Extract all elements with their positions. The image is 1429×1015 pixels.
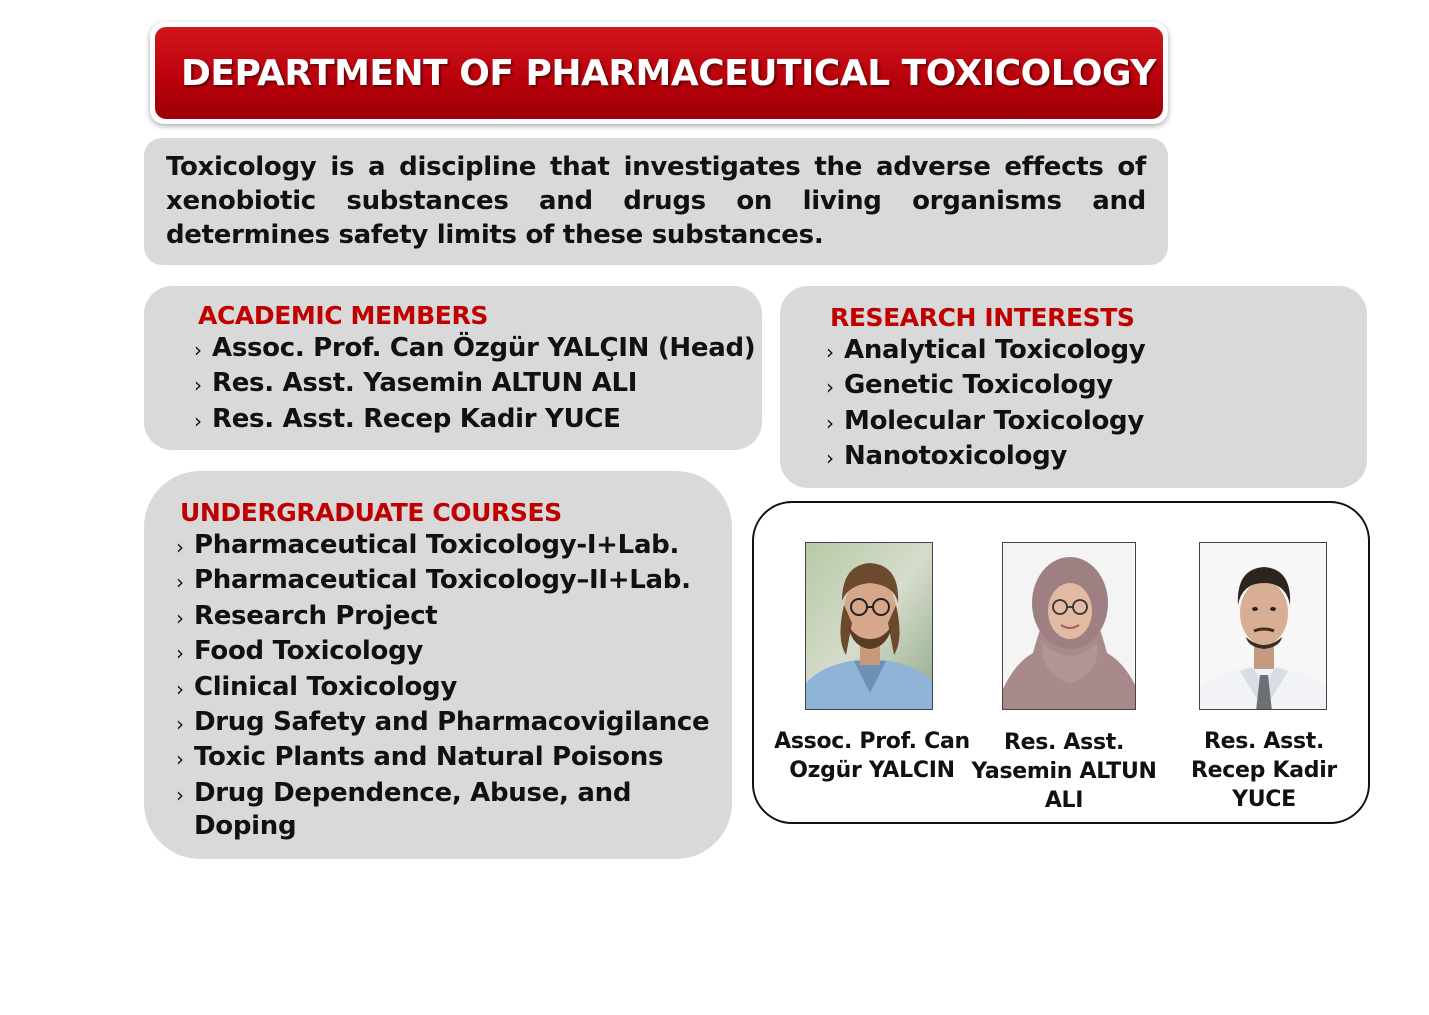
staff-caption-1: Assoc. Prof. Can Ozgür YALCIN [774, 729, 970, 783]
person-photo-icon [806, 543, 933, 710]
bullet-icon: › [176, 747, 184, 772]
bullet-icon: › [176, 570, 184, 595]
bullet-icon: › [194, 338, 202, 362]
undergraduate-courses-heading: UNDERGRADUATE COURSES [180, 498, 562, 527]
research-interests-box [780, 286, 1367, 488]
list-item: › Drug Dependence, Abuse, and Doping [176, 777, 712, 844]
bullet-icon: › [826, 446, 834, 471]
list-item: › Molecular Toxicology [826, 405, 1367, 440]
list-item: › Analytical Toxicology [826, 334, 1367, 369]
title-bar [155, 27, 1163, 119]
list-item: › Clinical Toxicology [176, 671, 712, 706]
bullet-icon: › [176, 641, 184, 666]
person-photo-icon [1200, 543, 1327, 710]
academic-members-heading: ACADEMIC MEMBERS [198, 301, 488, 330]
staff-photos-panel [752, 501, 1370, 824]
bullet-icon: › [194, 373, 202, 398]
bullet-icon: › [194, 408, 202, 433]
bullet-icon: › [176, 605, 184, 630]
staff-photo-1 [805, 542, 933, 710]
intro-box [144, 138, 1168, 265]
list-item: › Nanotoxicology [826, 440, 1367, 475]
person-photo-icon [1003, 543, 1136, 710]
list-item: › Pharmaceutical Toxicology–II+Lab. [176, 564, 712, 599]
title-banner [150, 22, 1168, 124]
bullet-icon: › [826, 410, 834, 435]
academic-members-box [144, 286, 762, 450]
list-item: › Genetic Toxicology [826, 369, 1367, 404]
bullet-icon: › [826, 375, 834, 400]
staff-caption-2: Res. Asst. Yasemin ALTUN ALI [971, 730, 1157, 813]
staff-caption-3: Res. Asst. Recep Kadir YUCE [1191, 729, 1337, 812]
list-item: › Research Project [176, 600, 712, 635]
academic-members-list [194, 332, 762, 438]
list-item: › Res. Asst. Recep Kadir YUCE [194, 403, 762, 438]
list-item: › Toxic Plants and Natural Poisons [176, 741, 712, 776]
staff-photo-2 [1002, 542, 1136, 710]
bullet-icon: › [176, 676, 184, 701]
list-item: › Drug Safety and Pharmacovigilance [176, 706, 712, 741]
research-interests-heading: RESEARCH INTERESTS [830, 303, 1135, 332]
bullet-icon: › [176, 712, 184, 737]
page-title: DEPARTMENT OF PHARMACEUTICAL TOXICOLOGY [181, 52, 1156, 94]
research-interests-list [826, 334, 1367, 476]
undergraduate-courses-list [176, 529, 712, 844]
list-item: › Food Toxicology [176, 635, 712, 670]
list-item: › Pharmaceutical Toxicology-I+Lab. [176, 529, 712, 564]
bullet-icon: › [176, 535, 184, 559]
bullet-icon: › [176, 782, 184, 807]
list-item: › Assoc. Prof. Can Özgür YALÇIN (Head) [194, 332, 762, 367]
intro-text: Toxicology is a discipline that investigates the adverse effects of xenobiotic substances and drugs on living organisms and determines safety limits of these substances. [166, 152, 1146, 250]
undergraduate-courses-box [144, 471, 732, 859]
bullet-icon: › [826, 340, 834, 364]
staff-photo-3 [1199, 542, 1327, 710]
list-item: › Res. Asst. Yasemin ALTUN ALI [194, 367, 762, 402]
